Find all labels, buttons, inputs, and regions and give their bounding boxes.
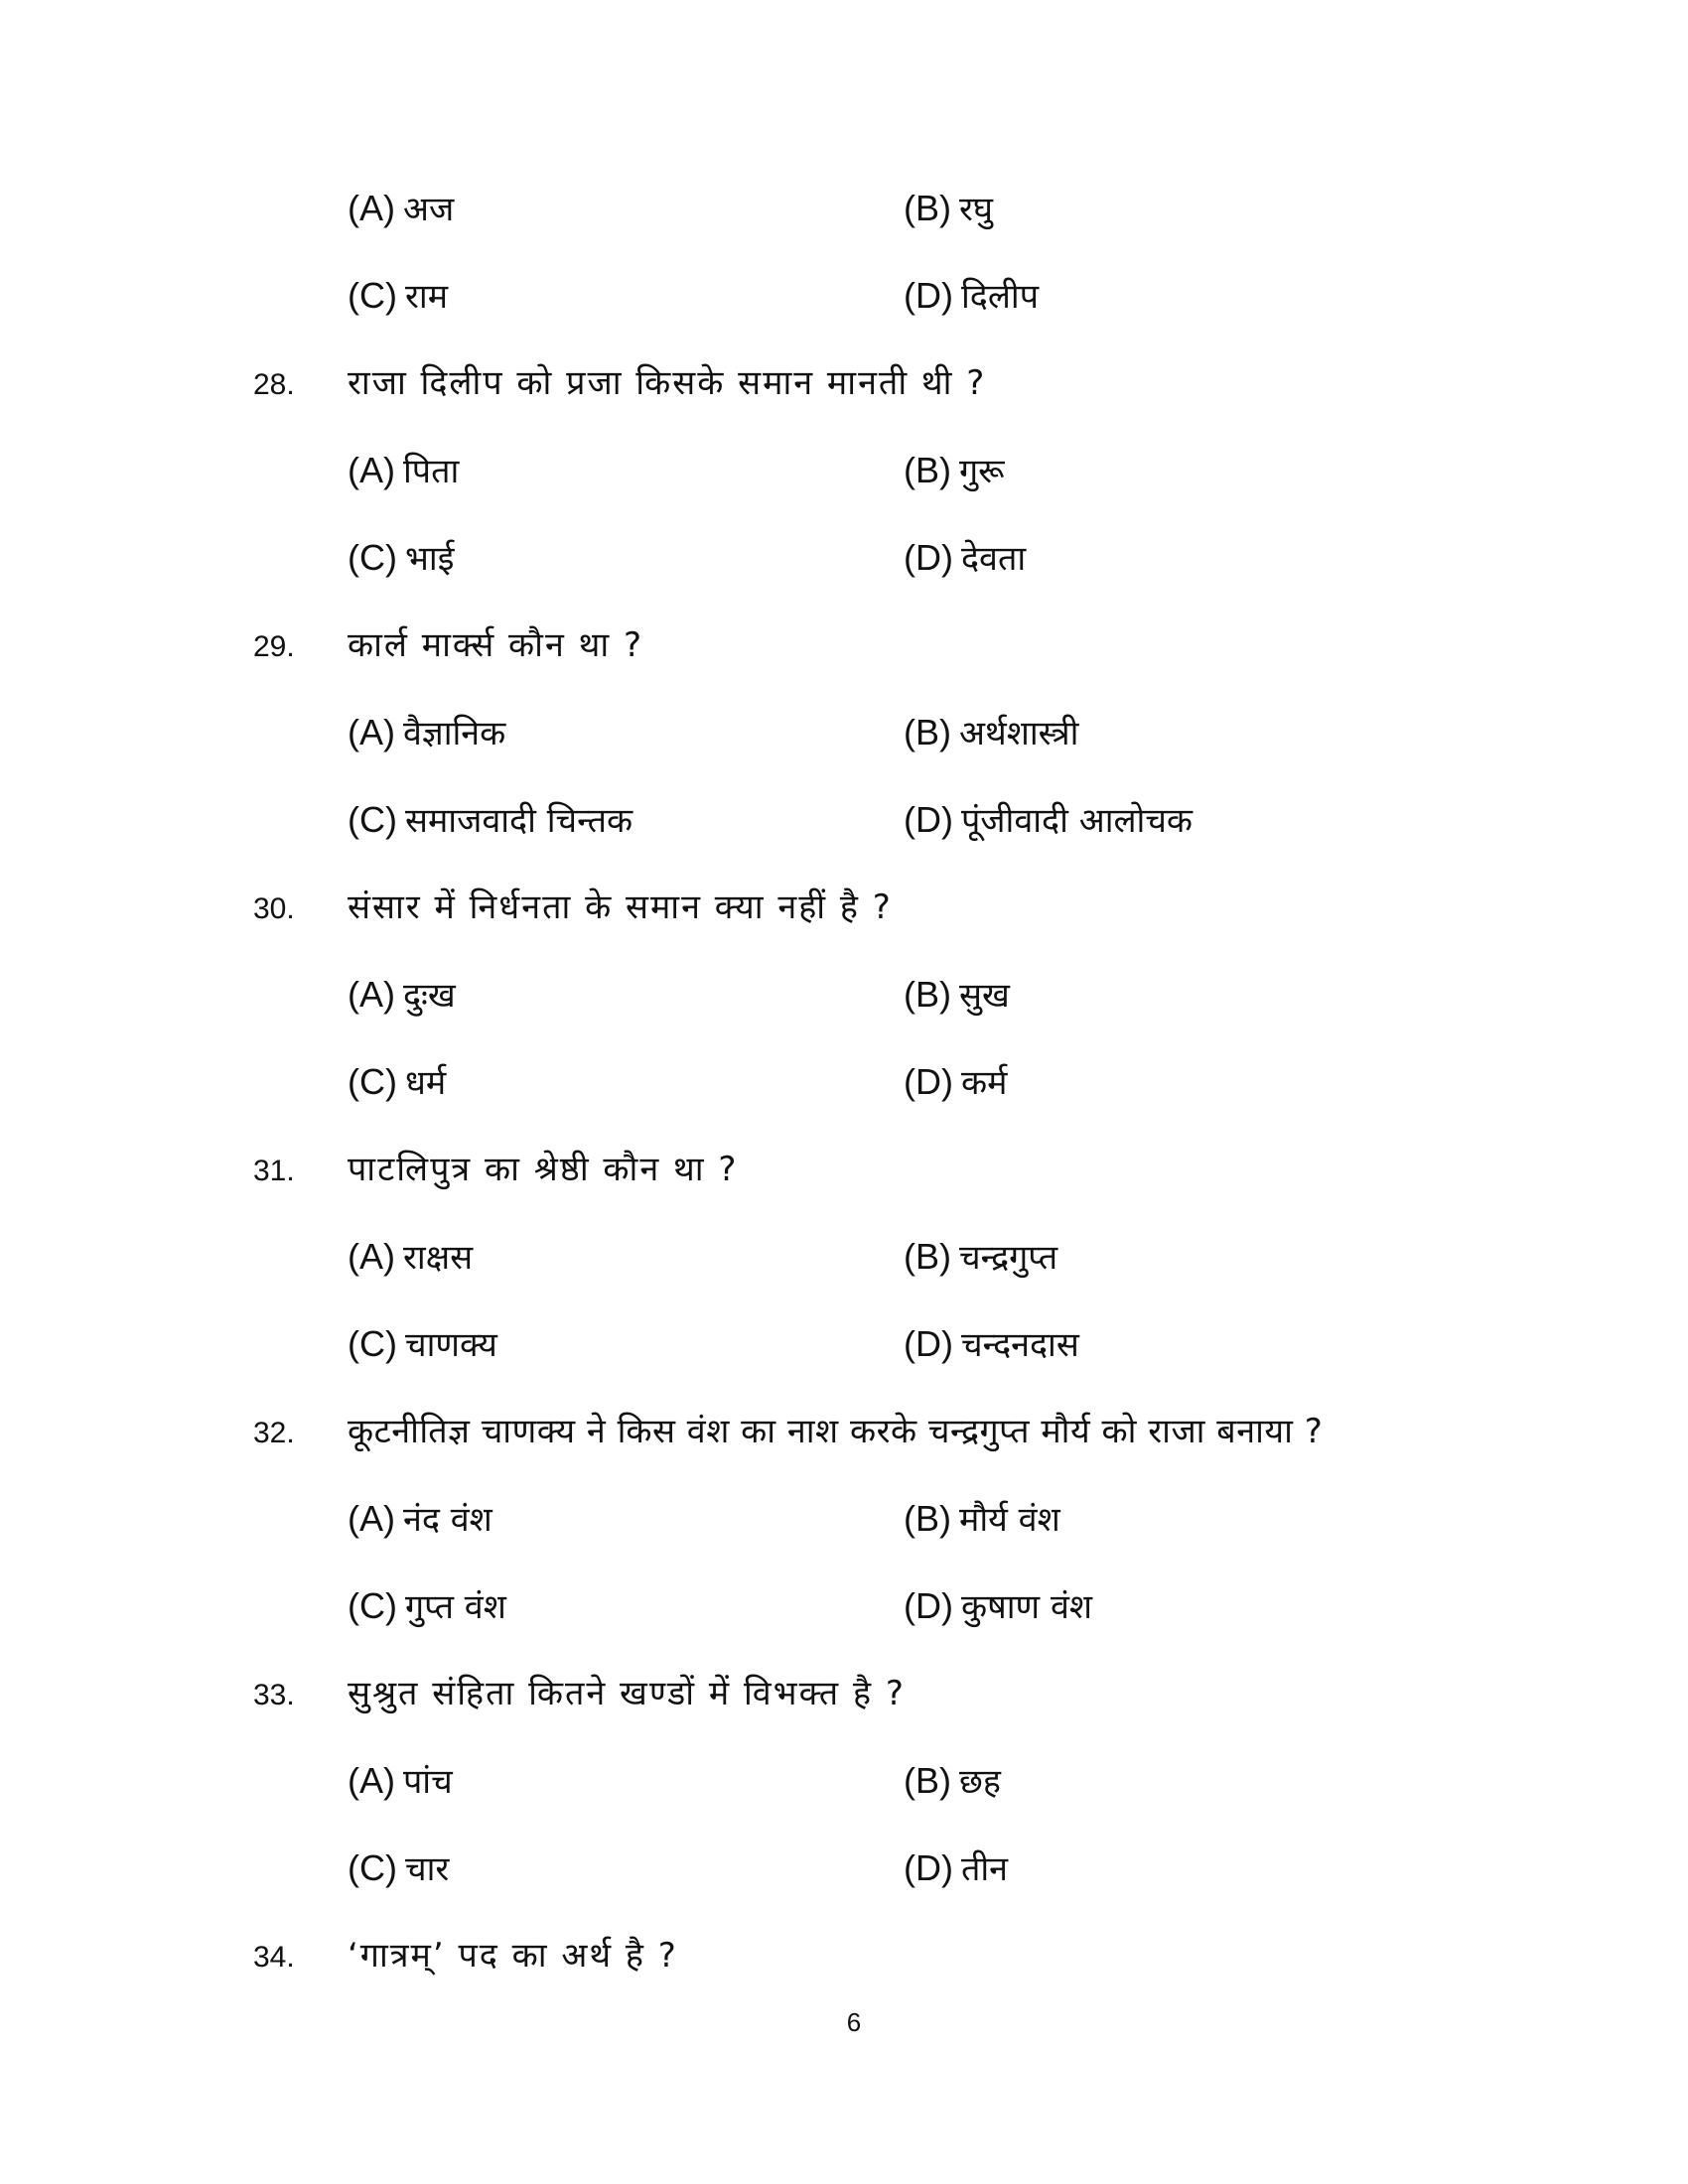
option-letter: (A) xyxy=(348,1498,395,1539)
option-text: दिलीप xyxy=(960,277,1040,317)
question-text: कार्ल मार्क्स कौन था ? xyxy=(348,625,644,665)
option-text: कर्म xyxy=(960,1063,1008,1103)
question-number: 30. xyxy=(253,892,295,925)
option-letter: (B) xyxy=(904,974,951,1015)
question-number: 33. xyxy=(253,1679,295,1711)
option-letter: (A) xyxy=(348,1760,395,1801)
option-c xyxy=(348,790,633,851)
option-b xyxy=(904,1489,1060,1550)
option-letter: (D) xyxy=(904,1061,953,1102)
option-a xyxy=(348,179,454,239)
option-letter: (C) xyxy=(348,1585,397,1626)
question-number: 29. xyxy=(253,630,295,663)
option-a xyxy=(348,1227,473,1288)
option-letter: (C) xyxy=(348,1323,397,1364)
option-text: मौर्य वंश xyxy=(959,1500,1060,1540)
option-letter: (A) xyxy=(348,450,395,490)
option-b xyxy=(904,703,1078,763)
option-b xyxy=(904,441,1005,501)
option-letter: (A) xyxy=(348,712,395,752)
option-d xyxy=(904,1576,1092,1637)
q27-options-row-2 xyxy=(0,266,1688,326)
option-letter: (D) xyxy=(904,1323,953,1364)
q28-options-row-2 xyxy=(0,528,1688,588)
option-d xyxy=(904,1314,1079,1375)
q30-options-row-2 xyxy=(0,1052,1688,1112)
question-number: 32. xyxy=(253,1417,295,1449)
option-text: दुःख xyxy=(403,976,456,1016)
option-letter: (A) xyxy=(348,974,395,1015)
option-c xyxy=(348,528,454,589)
option-d xyxy=(904,790,1193,851)
q31-options-row-1 xyxy=(0,1227,1688,1287)
option-a xyxy=(348,1489,492,1550)
option-c xyxy=(348,1839,449,1899)
option-a xyxy=(348,703,505,763)
option-text: सुख xyxy=(959,976,1010,1016)
option-letter: (B) xyxy=(904,188,951,228)
option-b xyxy=(904,1751,1001,1812)
option-text: रघु xyxy=(959,190,993,229)
option-letter: (D) xyxy=(904,275,953,316)
option-text: तीन xyxy=(960,1849,1009,1889)
option-text: चन्द्रगुप्त xyxy=(959,1238,1058,1278)
option-text: अज xyxy=(403,190,455,229)
option-letter: (C) xyxy=(348,1061,397,1102)
option-letter: (B) xyxy=(904,1236,951,1277)
option-a xyxy=(348,965,456,1025)
option-text: चार xyxy=(404,1849,450,1889)
option-text: कुषाण वंश xyxy=(960,1587,1092,1627)
option-c xyxy=(348,266,448,327)
option-letter: (C) xyxy=(348,1847,397,1888)
option-text: छह xyxy=(959,1762,1001,1802)
option-a xyxy=(348,1751,453,1812)
option-b xyxy=(904,1227,1057,1288)
option-letter: (B) xyxy=(904,450,951,490)
option-d xyxy=(904,528,1026,589)
option-text: राक्षस xyxy=(403,1238,474,1278)
question-number: 28. xyxy=(253,368,295,401)
option-b xyxy=(904,965,1010,1025)
q32-options-row-2 xyxy=(0,1576,1688,1636)
option-letter: (C) xyxy=(348,537,397,578)
option-a xyxy=(348,441,459,501)
option-b xyxy=(904,179,993,239)
option-text: अर्थशास्त्री xyxy=(959,714,1079,753)
question-number: 34. xyxy=(253,1941,295,1974)
question-text: सुश्रुत संहिता कितने खण्डों में विभक्त है ? xyxy=(348,1674,906,1713)
option-text: पिता xyxy=(403,452,460,491)
option-text: समाजवादी चिन्तक xyxy=(404,801,633,841)
q27-options-row-1 xyxy=(0,179,1688,238)
option-letter: (D) xyxy=(904,1847,953,1888)
q30-options-row-1 xyxy=(0,965,1688,1024)
option-letter: (D) xyxy=(904,537,953,578)
question-text: पाटलिपुत्र का श्रेष्ठी कौन था ? xyxy=(348,1150,739,1189)
q29-options-row-2 xyxy=(0,790,1688,850)
option-text: भाई xyxy=(404,539,455,579)
question-text: ‘गात्रम्’ पद का अर्थ है ? xyxy=(348,1936,678,1976)
page-number: 6 xyxy=(846,2007,862,2037)
option-text: धर्म xyxy=(404,1063,447,1103)
option-d xyxy=(904,1839,1008,1899)
option-text: चन्दनदास xyxy=(960,1325,1079,1365)
q33-options-row-2 xyxy=(0,1839,1688,1898)
question-30 xyxy=(0,878,1688,937)
option-letter: (D) xyxy=(904,799,953,840)
question-number: 31. xyxy=(253,1155,295,1187)
question-text: संसार में निर्धनता के समान क्या नहीं है ? xyxy=(348,887,893,927)
option-c xyxy=(348,1052,446,1113)
option-text: नंद वंश xyxy=(403,1500,492,1540)
option-text: राम xyxy=(404,277,449,317)
option-text: चाणक्य xyxy=(404,1325,497,1365)
option-letter: (B) xyxy=(904,1498,951,1539)
question-34 xyxy=(0,1926,1688,1985)
option-letter: (D) xyxy=(904,1585,953,1626)
q33-options-row-1 xyxy=(0,1751,1688,1811)
option-text: वैज्ञानिक xyxy=(403,714,506,753)
option-letter: (A) xyxy=(348,188,395,228)
option-c xyxy=(348,1314,497,1375)
option-letter: (C) xyxy=(348,799,397,840)
option-letter: (C) xyxy=(348,275,397,316)
option-letter: (B) xyxy=(904,712,951,752)
option-text: गुप्त वंश xyxy=(404,1587,506,1627)
option-text: पूंजीवादी आलोचक xyxy=(960,801,1194,841)
option-letter: (A) xyxy=(348,1236,395,1277)
q29-options-row-1 xyxy=(0,703,1688,762)
question-32 xyxy=(0,1402,1688,1461)
question-text: राजा दिलीप को प्रजा किसके समान मानती थी ? xyxy=(348,363,987,403)
q31-options-row-2 xyxy=(0,1314,1688,1374)
question-text: कूटनीतिज्ञ चाणक्य ने किस वंश का नाश करके चन्द्रगुप्त मौर्य को राजा बनाया ? xyxy=(348,1412,1324,1451)
option-text: गुरू xyxy=(959,452,1005,491)
q32-options-row-1 xyxy=(0,1489,1688,1549)
question-28 xyxy=(0,353,1688,413)
option-c xyxy=(348,1576,506,1637)
option-text: देवता xyxy=(960,539,1027,579)
option-text: पांच xyxy=(403,1762,453,1802)
option-d xyxy=(904,1052,1007,1113)
question-29 xyxy=(0,615,1688,675)
option-d xyxy=(904,266,1039,327)
option-letter: (B) xyxy=(904,1760,951,1801)
question-33 xyxy=(0,1664,1688,1723)
q28-options-row-1 xyxy=(0,441,1688,500)
question-31 xyxy=(0,1140,1688,1199)
